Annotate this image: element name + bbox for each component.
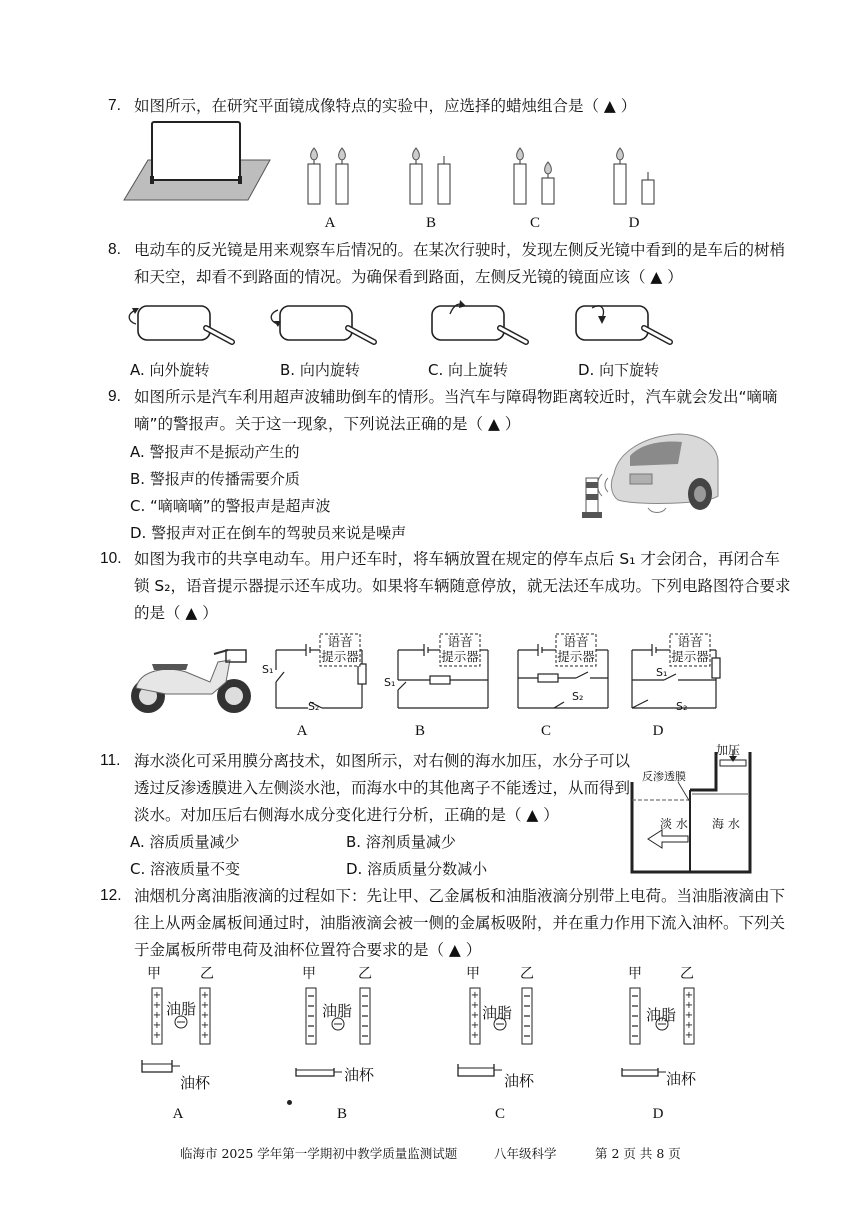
q12-stem-line2: 往上从两金属板间通过时，油脂液滴会被一侧的金属板吸附，并在重力作用下流入油杯。下列关 — [134, 914, 786, 932]
q9-number: 9. — [108, 388, 121, 405]
svg-text:+: + — [152, 1010, 162, 1021]
q9-option-b: B. 警报声的传播需要介质 — [130, 470, 300, 488]
q12-d-figure — [618, 984, 728, 1076]
scan-dot — [287, 1100, 292, 1105]
q11-sea-water-label: 海 水 — [712, 817, 740, 831]
q11-number: 11. — [100, 752, 121, 769]
q8-stem-line2: 和天空，却看不到路面的情况。为确保看到路面，左侧反光镜的镜面应该（ ▲ ） — [134, 268, 683, 286]
q12-a-plate-right-label: 乙 — [200, 966, 214, 982]
svg-text:+: + — [200, 990, 210, 1001]
q12-caption-c: C — [494, 1106, 505, 1122]
q9-stem-line1: 如图所示是汽车利用超声波辅助倒车的情形。当汽车与障碍物距离较近时，汽车就会发出“嘀嘀 — [134, 388, 778, 406]
footer-subject: 八年级科学 — [494, 1146, 557, 1161]
q12-caption-b: B — [336, 1106, 347, 1122]
q7-candles-b — [402, 144, 462, 208]
q10-s1-label-d: S₁ — [656, 666, 668, 679]
svg-text:+: + — [684, 1030, 694, 1041]
q7-mirror-figure — [120, 120, 280, 205]
q10-caption-a: A — [296, 723, 308, 739]
q11-option-d: D. 溶质质量分数减小 — [346, 860, 488, 878]
q8-option-a: A. 向外旋转 — [130, 361, 210, 379]
svg-text:+: + — [200, 1020, 210, 1031]
q10-caption-c: C — [540, 723, 551, 739]
svg-text:+: + — [684, 1000, 694, 1011]
svg-text:+: + — [470, 1020, 480, 1031]
q7-candles-a — [300, 144, 360, 208]
q10-number: 10. — [100, 550, 122, 567]
svg-text:+: + — [684, 1020, 694, 1031]
q12-d-cup-label: 油杯 — [666, 1070, 697, 1088]
q10-device-b: 语音 提示器 — [441, 634, 479, 664]
q7-caption-a: A — [324, 215, 336, 231]
q12-c-plate-right-label: 乙 — [520, 966, 534, 982]
q7-candles-c — [506, 144, 566, 208]
q11-stem-line3: 淡水。对加压后右侧海水成分变化进行分析，正确的是（ ▲ ） — [134, 806, 559, 824]
svg-text:+: + — [152, 1020, 162, 1031]
q9-option-c: C. “嘀嘀嘀”的警报声是超声波 — [130, 497, 331, 515]
q12-c-droplet-label: 油脂 — [482, 1004, 513, 1022]
svg-text:+: + — [470, 1010, 480, 1021]
q7-caption-c: C — [529, 215, 540, 231]
svg-text:+: + — [200, 1030, 210, 1041]
svg-text:+: + — [152, 1030, 162, 1041]
svg-text:+: + — [684, 990, 694, 1001]
q10-stem-line1: 如图为我市的共享电动车。用户还车时，将车辆放置在规定的停车点后 S₁ 才会闭合，再闭合车 — [134, 550, 780, 568]
q12-b-figure — [294, 984, 404, 1076]
q10-device-a: 语音 提示器 — [321, 634, 359, 664]
q12-stem-line1: 油烟机分离油脂液滴的过程如下：先让甲、乙金属板和油脂液滴分别带上电荷。当油脂液滴由下 — [134, 887, 786, 905]
q7-stem: 如图所示，在研究平面镜成像特点的实验中，应选择的蜡烛组合是（ ▲ ） — [134, 97, 637, 115]
q10-s2-label-d: S₂ — [676, 700, 688, 713]
q8-option-c: C. 向上旋转 — [428, 361, 509, 379]
q12-c-figure — [458, 984, 568, 1076]
svg-text:+: + — [470, 1030, 480, 1041]
q11-option-c: C. 溶液质量不变 — [130, 860, 241, 878]
q12-d-plate-right-label: 乙 — [680, 966, 694, 982]
q9-car-image — [578, 430, 720, 522]
svg-text:+: + — [200, 1010, 210, 1021]
q8-stem-line1: 电动车的反光镜是用来观察车后情况的。在某次行驶时，发现左侧反光镜中看到的是车后的树梢 — [134, 241, 786, 259]
q12-a-figure — [140, 984, 250, 1076]
q12-b-cup-label: 油杯 — [344, 1066, 375, 1084]
q10-stem-line2: 锁 S₂，语音提示器提示还车成功。如果将车辆随意停放，就无法还车成功。下列电路图符合要求 — [134, 577, 791, 595]
q11-stem-line1: 海水淡化可采用膜分离技术，如图所示，对右侧的海水加压，水分子可以 — [134, 752, 631, 770]
svg-text:+: + — [684, 1010, 694, 1021]
q11-option-b: B. 溶剂质量减少 — [346, 833, 456, 851]
q8-option-d: D. 向下旋转 — [578, 361, 660, 379]
svg-text:+: + — [152, 1000, 162, 1011]
q12-b-plate-left-label: 甲 — [302, 966, 316, 982]
q12-caption-a: A — [172, 1106, 184, 1122]
q8-option-b: B. 向内旋转 — [280, 361, 360, 379]
q8-mirror-a — [122, 300, 240, 348]
q12-a-droplet-label: 油脂 — [166, 1000, 197, 1018]
q10-s1-label-a: S₁ — [262, 663, 274, 676]
q11-option-a: A. 溶质质量减少 — [130, 833, 240, 851]
q11-stem-line2: 透过反渗透膜进入左侧淡水池，而海水中的其他离子不能透过，从而得到 — [134, 779, 631, 797]
q12-b-plate-right-label: 乙 — [358, 966, 372, 982]
svg-text:+: + — [470, 990, 480, 1001]
q12-d-plate-left-label: 甲 — [628, 966, 642, 982]
svg-text:+: + — [200, 1000, 210, 1011]
q10-scooter-image — [126, 644, 256, 716]
q7-candles-d — [606, 144, 666, 208]
q10-device-c: 语音 提示器 — [557, 634, 595, 664]
q8-number: 8. — [108, 241, 121, 258]
q10-device-d: 语音 提示器 — [671, 634, 709, 664]
q12-c-cup-label: 油杯 — [504, 1072, 535, 1090]
q7-number: 7. — [108, 97, 121, 114]
q11-desalination-figure — [628, 742, 756, 878]
q12-a-plate-left-label: 甲 — [147, 966, 161, 982]
q12-b-droplet-label: 油脂 — [322, 1002, 353, 1020]
q7-caption-d: D — [628, 215, 640, 231]
q10-stem-line3: 的是（ ▲ ） — [134, 604, 218, 622]
q7-caption-b: B — [425, 215, 436, 231]
q10-s1-label-b: S₁ — [384, 676, 396, 689]
q12-stem-line3: 于金属板所带电荷及油杯位置符合要求的是（ ▲ ） — [134, 941, 482, 959]
q9-option-a: A. 警报声不是振动产生的 — [130, 443, 300, 461]
q10-caption-b: B — [414, 723, 425, 739]
q11-membrane-label: 反渗透膜 — [642, 770, 686, 783]
q10-s2-label-a: S₂ — [308, 700, 320, 713]
q9-option-d: D. 警报声对正在倒车的驾驶员来说是噪声 — [130, 524, 407, 542]
svg-text:+: + — [152, 990, 162, 1001]
q10-s2-label-c: S₂ — [572, 690, 584, 703]
q12-number: 12. — [100, 887, 122, 904]
footer-page-number: 第 2 页 共 8 页 — [595, 1146, 681, 1161]
q12-d-droplet-label: 油脂 — [646, 1006, 677, 1024]
footer-exam-title: 临海市 2025 学年第一学期初中教学质量监测试题 — [180, 1146, 458, 1161]
q8-mirror-d — [564, 296, 682, 348]
q11-pressure-label: 加压 — [716, 743, 741, 757]
q12-caption-d: D — [652, 1106, 664, 1122]
q10-caption-d: D — [652, 723, 664, 739]
q12-c-plate-left-label: 甲 — [466, 966, 480, 982]
q8-mirror-c — [420, 296, 538, 348]
q12-a-cup-label: 油杯 — [180, 1074, 211, 1092]
svg-text:+: + — [470, 1000, 480, 1011]
q11-fresh-water-label: 淡 水 — [660, 817, 688, 831]
q8-mirror-b — [264, 300, 382, 348]
q9-stem-line2: 嘀”的警报声。关于这一现象，下列说法正确的是（ ▲ ） — [134, 415, 521, 433]
